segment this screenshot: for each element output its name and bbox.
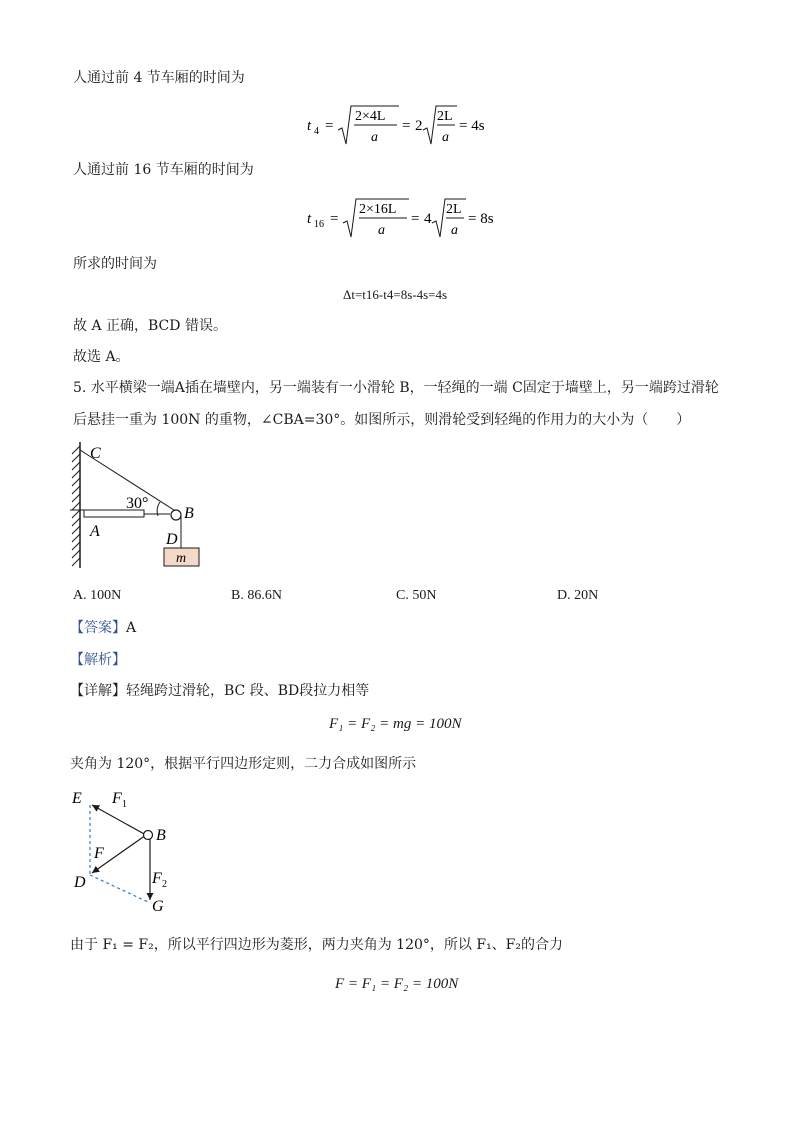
detail-text: 轻绳跨过滑轮，BC 段、BD段拉力相等 [126, 683, 370, 699]
eq-frac2-den: a [451, 223, 458, 238]
eq-frac-num: 2×16L [359, 202, 397, 217]
svg-text:=: = [325, 118, 334, 134]
svg-text:=: = [402, 118, 411, 134]
eq-result: = 8s [468, 211, 494, 227]
label-C: C [90, 445, 101, 462]
text-line: 夹角为 120°，根据平行四边形定则，二力合成如图所示 [70, 756, 417, 772]
text-line: 人通过前 4 节车厢的时间为 [73, 70, 245, 86]
text-line: 人通过前 16 节车厢的时间为 [73, 162, 254, 178]
choice-a: A. 100N [73, 588, 122, 603]
label-A: A [90, 523, 100, 540]
label-G: G [152, 898, 164, 915]
label-E: E [72, 790, 82, 807]
eq-sub: 16 [314, 219, 324, 230]
label-F2: F [152, 870, 162, 887]
detail-tag: 【详解】 [70, 683, 126, 699]
text-line: 故选 A。 [73, 349, 130, 365]
label-F2-sub: 2 [162, 879, 167, 890]
eq-frac2-num: 2L [446, 202, 462, 217]
eq-coef: 4 [424, 211, 432, 227]
label-D: D [74, 874, 86, 891]
label-F1: F [112, 790, 122, 807]
equation-t16 [305, 193, 505, 243]
label-D: D [166, 531, 178, 548]
answer-value: A [126, 620, 137, 636]
svg-text:=: = [411, 211, 420, 227]
figure-force-diagram [70, 785, 180, 915]
label-B: B [184, 505, 194, 522]
eq-frac2-num: 2L [437, 109, 453, 124]
text-line: 由于 F₁ = F₂，所以平行四边形为菱形，两力夹角为 120°，所以 F₁、F₂的合力 [70, 937, 564, 953]
eq-frac-den: a [378, 223, 385, 238]
figure-wall-pulley [66, 438, 216, 573]
choice-b: B. 86.6N [231, 588, 282, 603]
detail-row [70, 681, 369, 701]
choice-d: D. 20N [557, 588, 599, 603]
eq-frac-num: 2×4L [355, 109, 386, 124]
answer-tag: 【答案】 [70, 620, 126, 636]
eq-lhs: t [307, 211, 312, 227]
eq-frac-den: a [371, 130, 378, 145]
text-line: 故 A 正确，BCD 错误。 [73, 318, 227, 334]
label-m: m [176, 551, 187, 566]
label-F: F [94, 845, 104, 862]
eq-result: = 4s [459, 118, 485, 134]
question-5-line-2: 后悬挂一重为 100N 的重物，∠CBA=30°。如图所示，则滑轮受到轻绳的作用力的大小为（ ） [73, 412, 691, 428]
equation-forces: F₁ = F₂ = mg = 100N [329, 716, 462, 732]
equation-resultant: F = F₁ = F₂ = 100N [335, 976, 459, 992]
eq-sub: 4 [314, 126, 319, 137]
eq-frac2-den: a [442, 130, 449, 145]
eq-coef: 2 [415, 118, 423, 134]
svg-text:=: = [330, 211, 339, 227]
label-angle: 30° [126, 495, 149, 512]
label-B: B [156, 827, 166, 844]
equation-t4 [305, 100, 505, 150]
text-line: 所求的时间为 [73, 256, 157, 272]
analysis-tag: 【解析】 [70, 652, 126, 668]
eq-lhs: t [307, 118, 312, 134]
answer-row [70, 618, 136, 638]
equation-delta: Δt=t16-t4=8s-4s=4s [343, 287, 448, 302]
label-F1-sub: 1 [122, 799, 127, 810]
question-5-line-1: 5. 水平横梁一端A插在墙壁内，另一端装有一小滑轮 B，一轻绳的一端 C固定于墙壁上，另一端跨过滑轮 [73, 380, 719, 396]
choice-c: C. 50N [396, 588, 437, 603]
